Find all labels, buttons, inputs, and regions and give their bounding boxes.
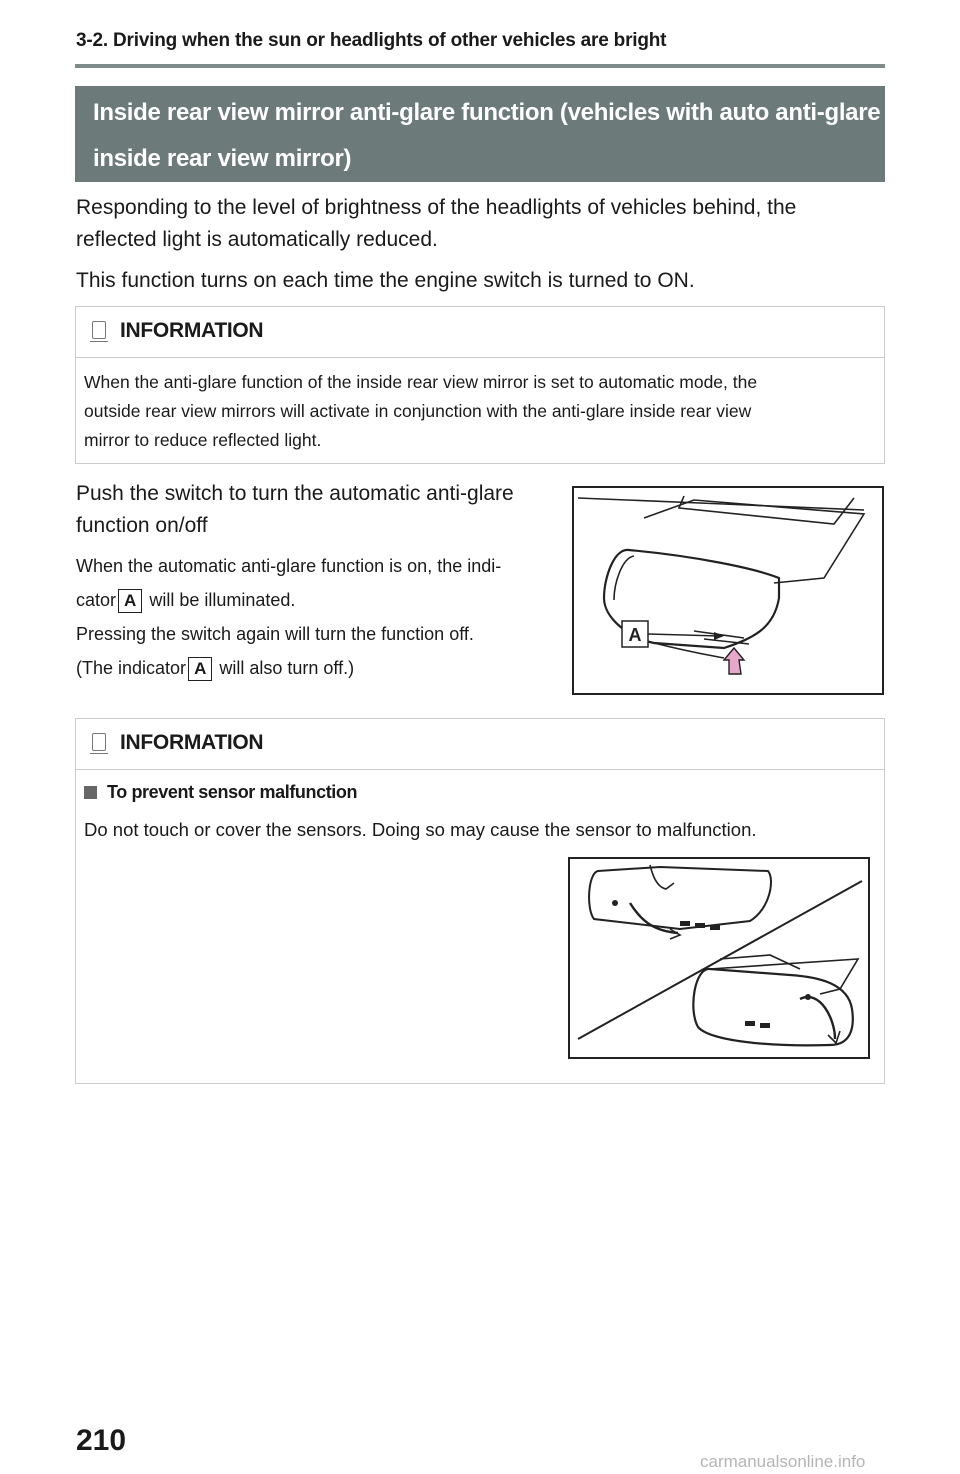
switch-desc-line4: (The indicator A will also turn off.) <box>76 651 501 685</box>
sensor-illustration <box>568 857 870 1059</box>
callout-a-badge: A <box>188 657 212 681</box>
section-title-line2: inside rear view mirror) <box>93 145 352 172</box>
header-rule <box>75 64 885 68</box>
information-box-1 <box>75 306 885 464</box>
switch-title-line2: function on/off <box>76 514 208 537</box>
callout-a-badge: A <box>118 589 142 613</box>
intro-p2: This function turns on each time the engine switch is turned to ON. <box>76 269 695 292</box>
intro-p1-line1: Responding to the level of brightness of the headlights of vehicles behind, the <box>76 196 797 219</box>
information-heading: INFORMATION <box>120 319 264 342</box>
intro-p1-line2: reflected light is automatically reduced. <box>76 228 438 251</box>
switch-desc-line3: Pressing the switch again will turn the function off. <box>76 624 474 644</box>
section-title-line1: Inside rear view mirror anti-glare function (vehicles with auto anti-glare <box>93 99 881 126</box>
note-icon <box>92 321 106 339</box>
sensor-subheading: To prevent sensor malfunction <box>84 782 884 803</box>
section-title-bar <box>75 86 885 182</box>
sensor-body: Do not touch or cover the sensors. Doing so may cause the sensor to malfunction. <box>84 819 757 840</box>
switch-title <box>76 478 514 542</box>
information-body <box>76 358 884 467</box>
page-number: 210 <box>76 1424 127 1457</box>
info1-line3: mirror to reduce reflected light. <box>84 430 322 450</box>
intro-paragraph <box>76 192 796 256</box>
chapter-heading: 3-2. Driving when the sun or headlights of other vehicles are bright <box>76 30 667 51</box>
mirror-switch-drawing <box>574 488 882 693</box>
note-icon <box>92 733 106 751</box>
watermark: carmanualsonline.info <box>700 1452 866 1471</box>
information-header <box>76 307 884 358</box>
information-heading: INFORMATION <box>120 731 264 754</box>
square-bullet-icon <box>84 786 97 799</box>
switch-title-line1: Push the switch to turn the automatic anti-glare <box>76 482 514 505</box>
mirror-switch-illustration <box>572 486 884 695</box>
switch-desc-line1: When the automatic anti-glare function is on, the indi- <box>76 556 502 576</box>
info1-line2: outside rear view mirrors will activate in conjunction with the anti-glare inside rear view <box>84 401 752 421</box>
sensor-drawing <box>570 859 868 1057</box>
figure-callout-a: A <box>628 625 642 645</box>
switch-desc-line2: cator A will be illuminated. <box>76 583 501 617</box>
switch-description <box>76 549 501 685</box>
information-header <box>76 719 884 770</box>
info1-line1: When the anti-glare function of the inside rear view mirror is set to automatic mode, the <box>84 372 758 392</box>
